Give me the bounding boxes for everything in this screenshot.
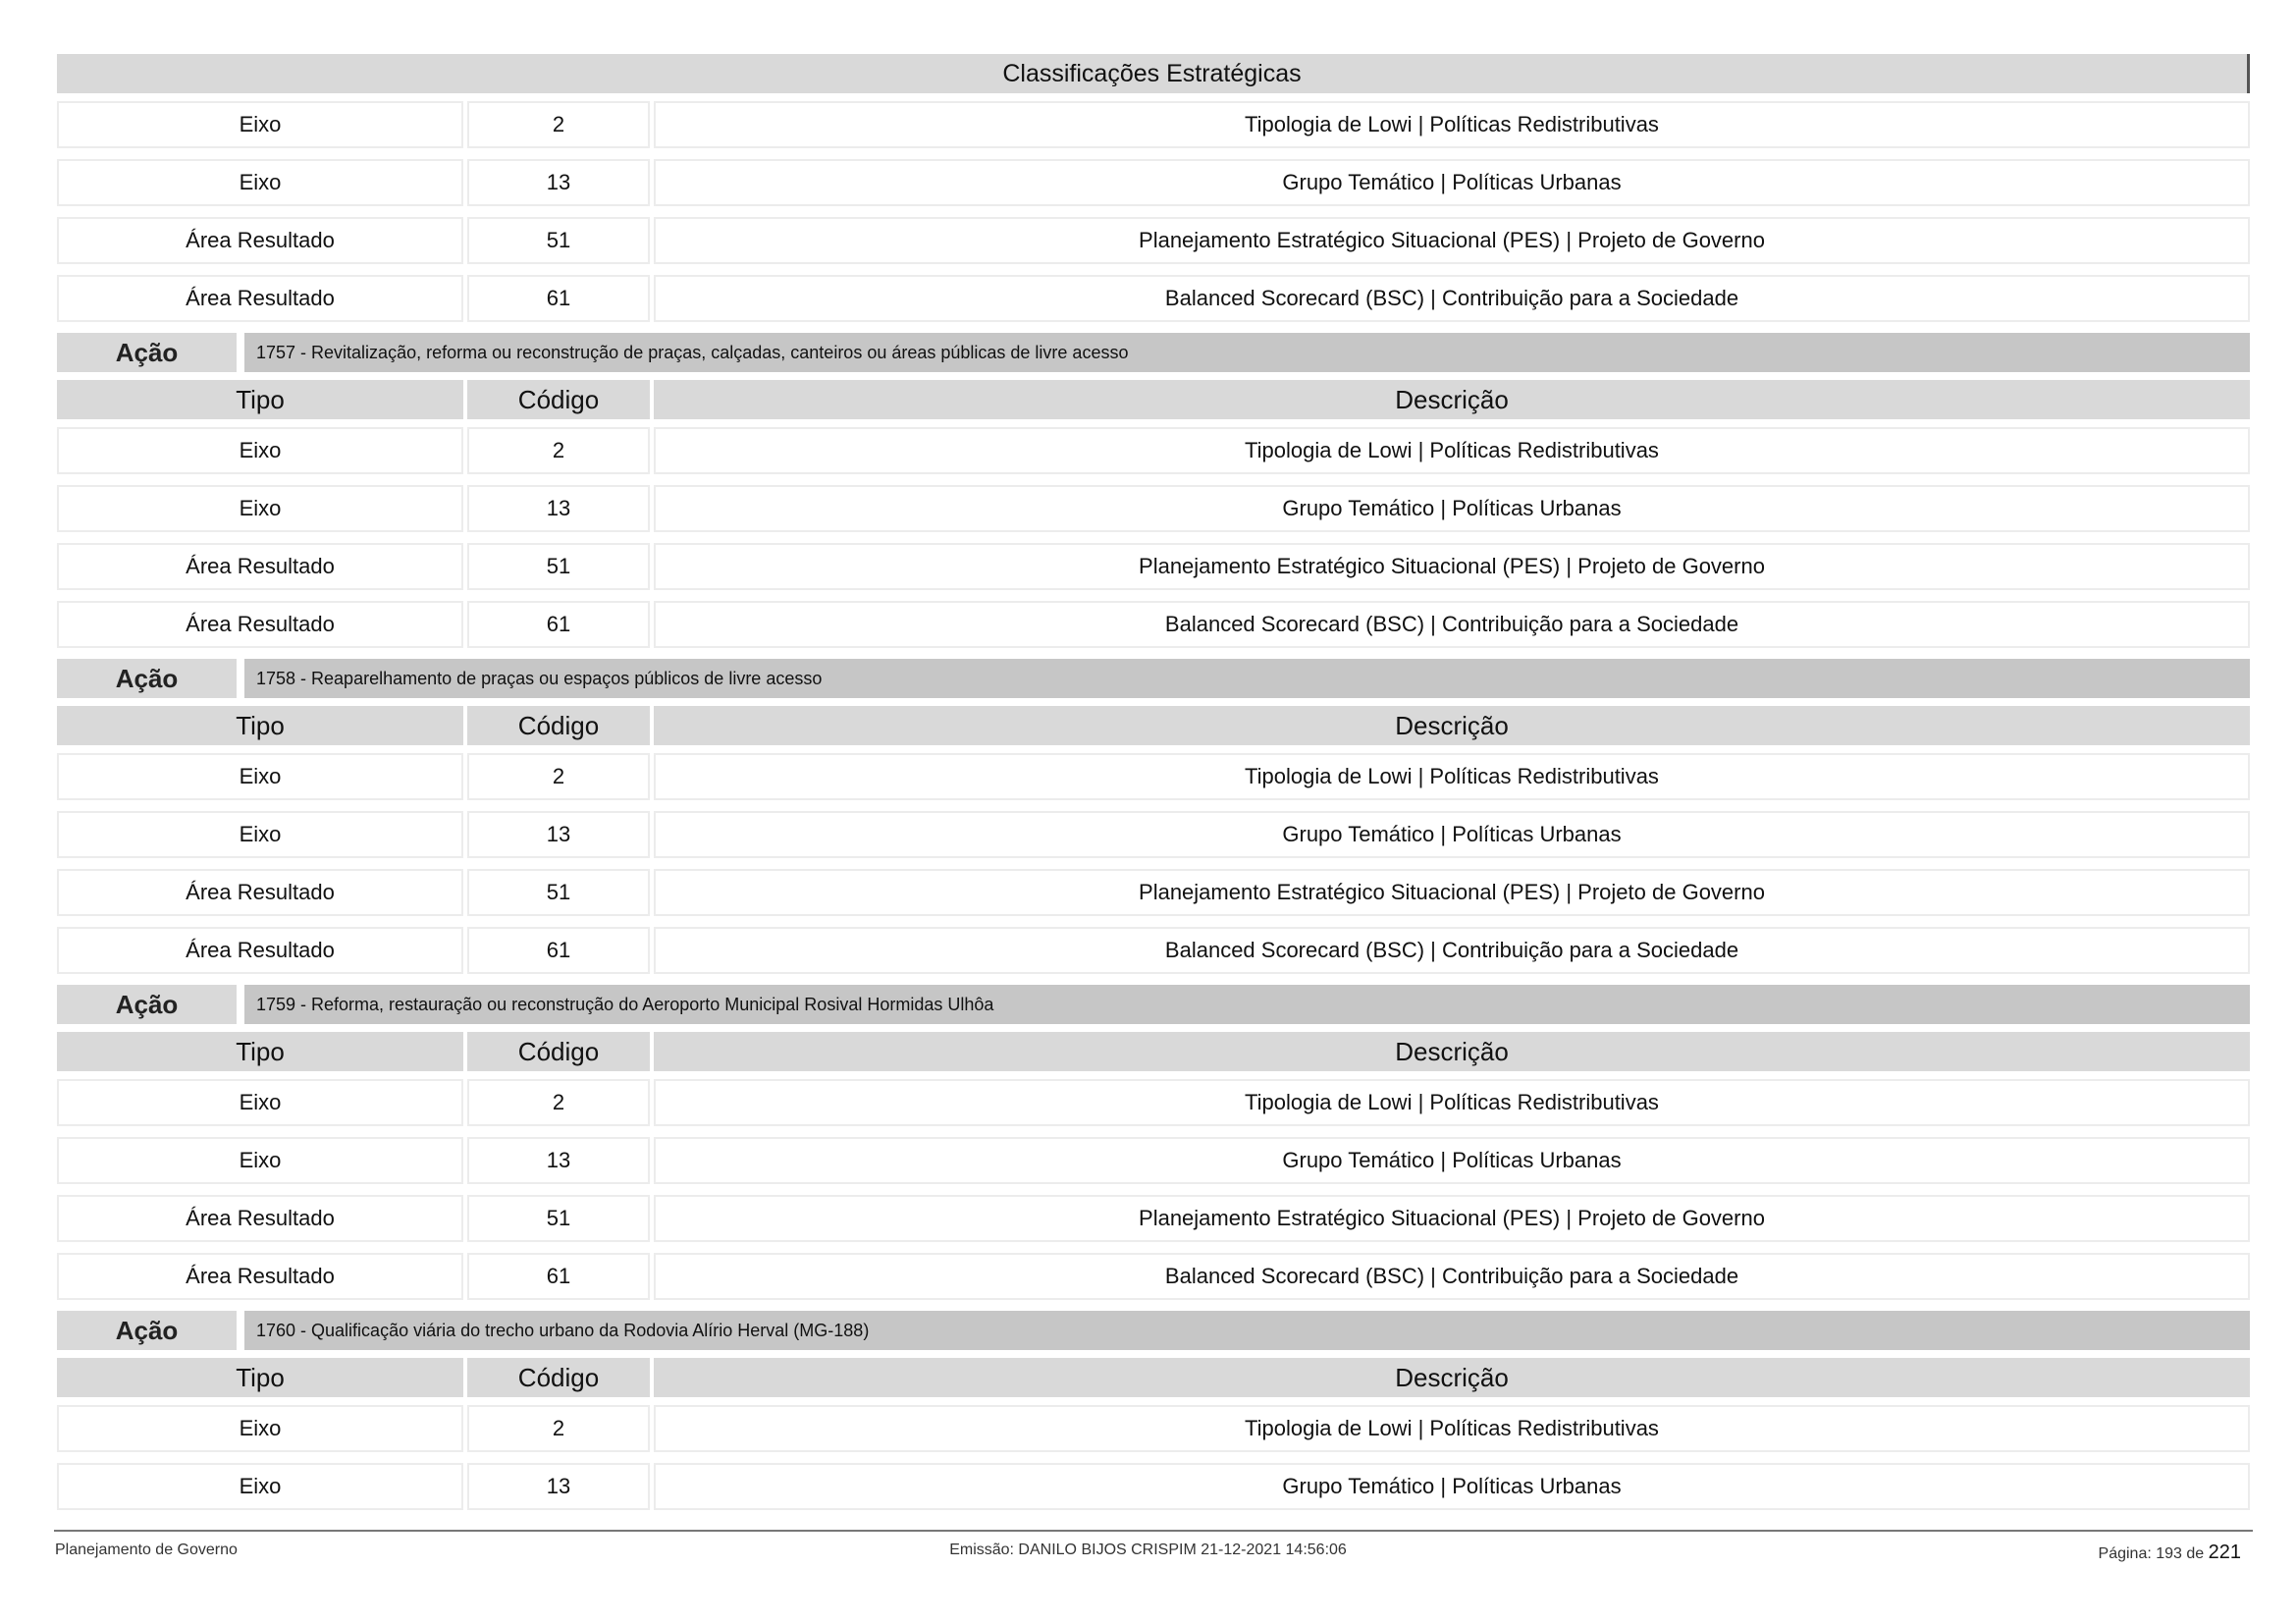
footer-system-name: Planejamento de Governo (55, 1542, 238, 1558)
classification-tables (57, 101, 2250, 1510)
cell-codigo: 51 (467, 217, 650, 264)
cell-codigo: 13 (467, 485, 650, 532)
cell-tipo: Área Resultado (57, 927, 463, 974)
cell-tipo: Eixo (57, 427, 463, 474)
header-codigo: Código (467, 1032, 650, 1071)
table-row (57, 543, 2250, 590)
table-row (57, 927, 2250, 974)
table-row (57, 1253, 2250, 1300)
table-row (57, 101, 2250, 148)
acao-title: 1758 - Reaparelhamento de praças ou espaços públicos de livre acesso (244, 659, 2250, 698)
footer-emission-info: Emissão: DANILO BIJOS CRISPIM 21-12-2021 14:56:06 (949, 1542, 1347, 1558)
cell-tipo: Área Resultado (57, 217, 463, 264)
cell-descricao: Grupo Temático | Políticas Urbanas (654, 159, 2250, 206)
section-title: Classificações Estratégicas (57, 54, 2250, 93)
acao-label: Ação (57, 333, 237, 372)
acao-label: Ação (57, 1311, 237, 1350)
acao-title: 1760 - Qualificação viária do trecho urbano da Rodovia Alírio Herval (MG-188) (244, 1311, 2250, 1350)
page-prefix: Página: 193 de (2098, 1545, 2205, 1562)
cell-tipo: Área Resultado (57, 1253, 463, 1300)
header-codigo: Código (467, 706, 650, 745)
cell-codigo: 61 (467, 927, 650, 974)
cell-codigo: 61 (467, 601, 650, 648)
cell-tipo: Eixo (57, 159, 463, 206)
table-row (57, 1405, 2250, 1452)
table-row (57, 275, 2250, 322)
cell-codigo: 13 (467, 811, 650, 858)
header-codigo: Código (467, 380, 650, 419)
report-page (57, 54, 2250, 1521)
table-row (57, 601, 2250, 648)
footer-page-number (2099, 1542, 2241, 1564)
acao-header (57, 333, 2250, 372)
acao-label: Ação (57, 659, 237, 698)
cell-codigo: 2 (467, 753, 650, 800)
column-header-row (57, 1358, 2250, 1397)
cell-codigo: 2 (467, 1079, 650, 1126)
header-descricao: Descrição (654, 380, 2250, 419)
cell-tipo: Eixo (57, 753, 463, 800)
cell-codigo: 51 (467, 869, 650, 916)
cell-tipo: Eixo (57, 811, 463, 858)
cell-tipo: Eixo (57, 101, 463, 148)
header-descricao: Descrição (654, 1032, 2250, 1071)
table-row (57, 1137, 2250, 1184)
cell-tipo: Eixo (57, 485, 463, 532)
header-tipo: Tipo (57, 1358, 463, 1397)
acao-title: 1759 - Reforma, restauração ou reconstrução do Aeroporto Municipal Rosival Hormidas Ulhôa (244, 985, 2250, 1024)
acao-header (57, 985, 2250, 1024)
cell-descricao: Planejamento Estratégico Situacional (PES) | Projeto de Governo (654, 869, 2250, 916)
acao-title: 1757 - Revitalização, reforma ou reconstrução de praças, calçadas, canteiros ou áreas públicas de livre acesso (244, 333, 2250, 372)
header-codigo: Código (467, 1358, 650, 1397)
cell-codigo: 51 (467, 1195, 650, 1242)
cell-descricao: Grupo Temático | Políticas Urbanas (654, 811, 2250, 858)
cell-descricao: Tipologia de Lowi | Políticas Redistributivas (654, 753, 2250, 800)
table-row (57, 1463, 2250, 1510)
cell-descricao: Balanced Scorecard (BSC) | Contribuição para a Sociedade (654, 1253, 2250, 1300)
cell-tipo: Eixo (57, 1405, 463, 1452)
table-row (57, 427, 2250, 474)
cell-codigo: 2 (467, 427, 650, 474)
cell-descricao: Planejamento Estratégico Situacional (PES) | Projeto de Governo (654, 217, 2250, 264)
cell-descricao: Grupo Temático | Políticas Urbanas (654, 1137, 2250, 1184)
cell-descricao: Balanced Scorecard (BSC) | Contribuição para a Sociedade (654, 601, 2250, 648)
cell-tipo: Área Resultado (57, 543, 463, 590)
acao-header (57, 659, 2250, 698)
cell-descricao: Balanced Scorecard (BSC) | Contribuição para a Sociedade (654, 927, 2250, 974)
cell-tipo: Área Resultado (57, 275, 463, 322)
cell-descricao: Planejamento Estratégico Situacional (PES) | Projeto de Governo (654, 1195, 2250, 1242)
cell-codigo: 13 (467, 1463, 650, 1510)
cell-codigo: 61 (467, 1253, 650, 1300)
cell-tipo: Eixo (57, 1463, 463, 1510)
footer-divider (54, 1530, 2253, 1532)
table-row (57, 811, 2250, 858)
acao-label: Ação (57, 985, 237, 1024)
column-header-row (57, 380, 2250, 419)
table-row (57, 485, 2250, 532)
table-row (57, 217, 2250, 264)
cell-codigo: 13 (467, 159, 650, 206)
cell-tipo: Área Resultado (57, 601, 463, 648)
cell-descricao: Tipologia de Lowi | Políticas Redistributivas (654, 1079, 2250, 1126)
table-row (57, 159, 2250, 206)
table-row (57, 1195, 2250, 1242)
cell-tipo: Eixo (57, 1079, 463, 1126)
cell-tipo: Área Resultado (57, 869, 463, 916)
header-descricao: Descrição (654, 706, 2250, 745)
cell-codigo: 13 (467, 1137, 650, 1184)
cell-descricao: Balanced Scorecard (BSC) | Contribuição para a Sociedade (654, 275, 2250, 322)
cell-tipo: Área Resultado (57, 1195, 463, 1242)
table-row (57, 753, 2250, 800)
column-header-row (57, 706, 2250, 745)
cell-codigo: 2 (467, 1405, 650, 1452)
cell-tipo: Eixo (57, 1137, 463, 1184)
page-total: 221 (2208, 1542, 2241, 1563)
acao-header (57, 1311, 2250, 1350)
cell-descricao: Tipologia de Lowi | Políticas Redistributivas (654, 1405, 2250, 1452)
header-tipo: Tipo (57, 380, 463, 419)
header-tipo: Tipo (57, 1032, 463, 1071)
column-header-row (57, 1032, 2250, 1071)
cell-codigo: 2 (467, 101, 650, 148)
table-row (57, 869, 2250, 916)
cell-descricao: Grupo Temático | Políticas Urbanas (654, 1463, 2250, 1510)
cell-codigo: 51 (467, 543, 650, 590)
cell-descricao: Tipologia de Lowi | Políticas Redistributivas (654, 101, 2250, 148)
cell-codigo: 61 (467, 275, 650, 322)
cell-descricao: Planejamento Estratégico Situacional (PES) | Projeto de Governo (654, 543, 2250, 590)
table-row (57, 1079, 2250, 1126)
header-tipo: Tipo (57, 706, 463, 745)
header-descricao: Descrição (654, 1358, 2250, 1397)
cell-descricao: Grupo Temático | Políticas Urbanas (654, 485, 2250, 532)
cell-descricao: Tipologia de Lowi | Políticas Redistributivas (654, 427, 2250, 474)
